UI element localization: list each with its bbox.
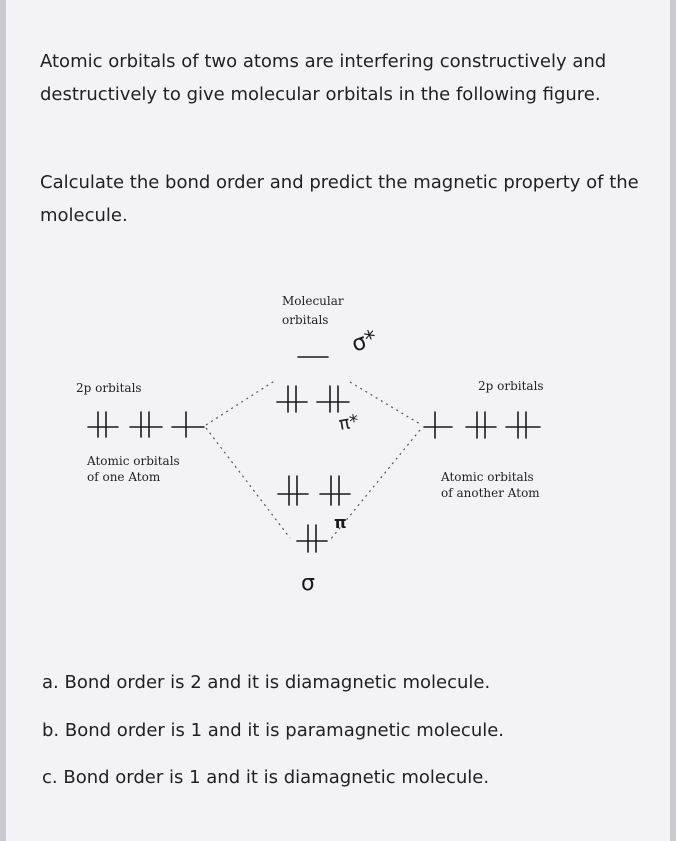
option-c-letter: c. [42,767,58,788]
question-prompt: Calculate the bond order and predict the magnetic property of the molecule. [40,172,639,226]
sigma-level [297,525,327,552]
mo-label-line2: orbitals [282,313,329,327]
left-atom-label-line1: Atomic orbitals [87,454,180,468]
annotation-sigma-star: σ* [348,325,381,358]
right-atom-label-line2: of another Atom [441,486,540,500]
mo-label-line1: Molecular [282,294,344,308]
left-ao-label: 2p orbitals [76,381,142,395]
left-atom-label-line2: of one Atom [87,470,161,484]
question-intro: Atomic orbitals of two atoms are interfering constructively and destructively to give molecular orbitals in the following figure. [40,51,607,105]
annotation-sigma: σ [301,571,315,596]
option-a[interactable] [42,672,642,693]
option-b[interactable] [42,720,642,741]
option-b-text: Bond order is 1 and it is paramagnetic molecule. [64,720,505,741]
right-ao-label: 2p orbitals [478,379,544,393]
annotation-pi: π [334,513,347,532]
right-2p-levels [424,412,540,438]
annotation-pi-star: π* [337,410,361,435]
pi-star-levels [277,386,349,412]
option-c-text: Bond order is 1 and it is diamagnetic molecule. [63,767,490,788]
right-atom-label-line1: Atomic orbitals [441,470,534,484]
option-a-letter: a. [42,672,59,693]
option-b-letter: b. [42,720,60,741]
left-2p-levels [88,412,204,437]
option-c[interactable] [42,767,642,788]
pi-levels [278,476,350,505]
option-a-text: Bond order is 2 and it is diamagnetic molecule. [64,672,491,693]
correlation-lines [206,380,420,540]
